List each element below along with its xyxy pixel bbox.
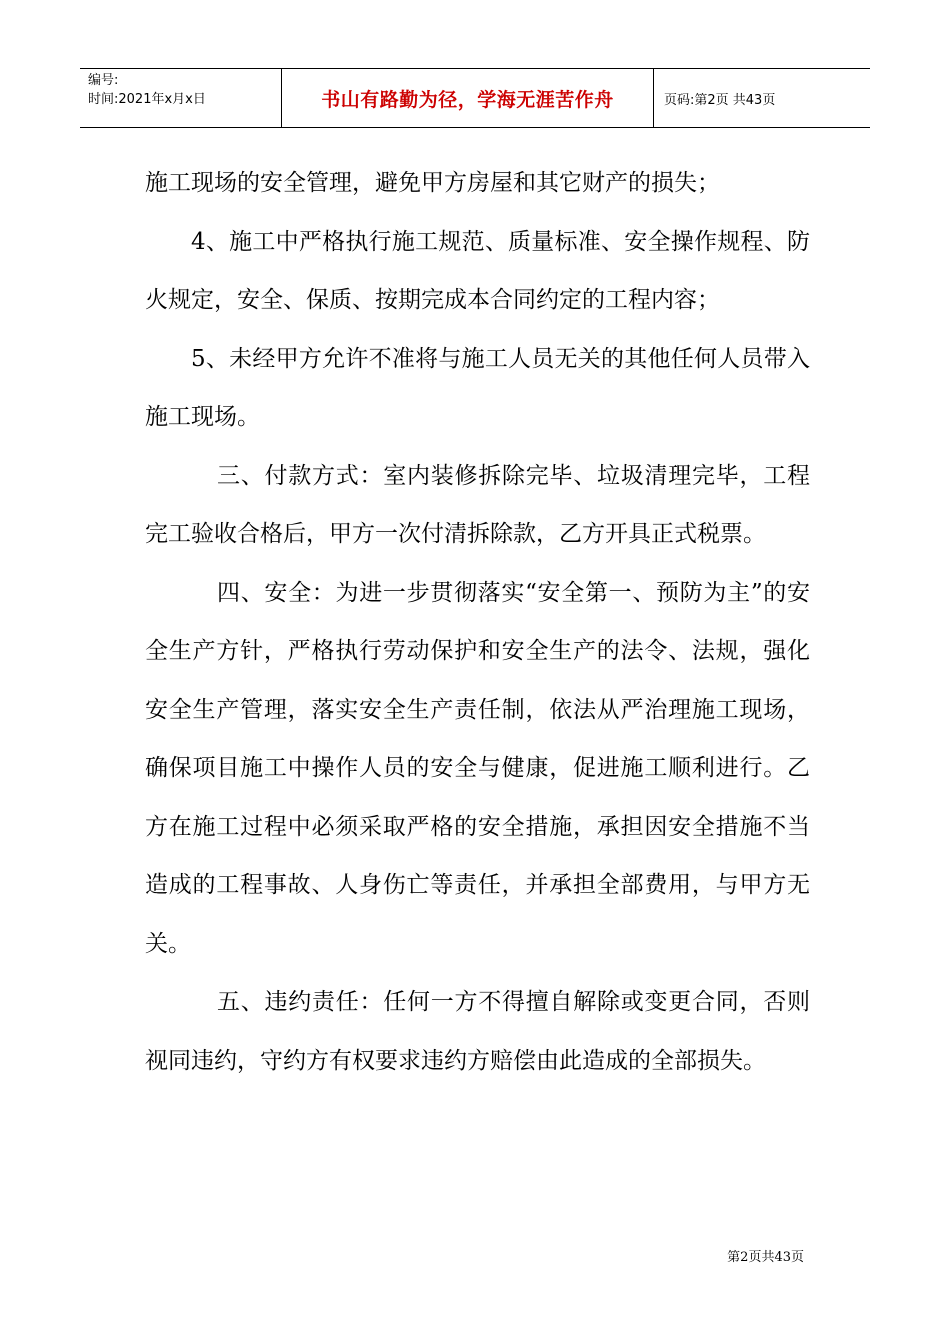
header-motto: 书山有路勤为径，学海无涯苦作舟	[282, 69, 654, 127]
paragraph-safety: 四、安全：为进一步贯彻落实“安全第一、预防为主”的安全生产方针，严格执行劳动保护和安全生产的法令、法规，强化安全生产管理，落实安全生产责任制，依法从严治理施工现场，确保项目施工中操作人员的安全与健康，促进施工顺利进行。乙方在施工过程中必须采取严格的安全措施，承担因安全措施不当造成的工程事故、人身伤亡等责任，并承担全部费用，与甲方无关。	[145, 579, 810, 957]
page-footer: 第2页共43页	[727, 1250, 804, 1265]
document-time-label: 时间:2021年x月x日	[88, 92, 206, 107]
header-meta	[80, 69, 282, 127]
paragraph-breach: 五、违约责任：任何一方不得擅自解除或变更合同，否则视同违约，守约方有权要求违约方赔偿由此造成的全部损失。	[145, 989, 810, 1074]
document-body	[145, 154, 810, 1090]
page-header	[80, 68, 870, 128]
paragraph-continuation: 施工现场的安全管理，避免甲方房屋和其它财产的损失；	[145, 170, 720, 196]
header-page-info: 页码:第2页 共43页	[664, 92, 776, 108]
document-number-label: 编号:	[88, 73, 119, 88]
paragraph-payment: 三、付款方式：室内装修拆除完毕、垃圾清理完毕，工程完工验收合格后，甲方一次付清拆除款，乙方开具正式税票。	[145, 462, 810, 547]
paragraph-item-5: 5、未经甲方允许不准将与施工人员无关的其他任何人员带入施工现场。	[145, 345, 810, 430]
paragraph-item-4: 4、施工中严格执行施工规范、质量标准、安全操作规程、防火规定，安全、保质、按期完成本合同约定的工程内容；	[145, 228, 810, 313]
